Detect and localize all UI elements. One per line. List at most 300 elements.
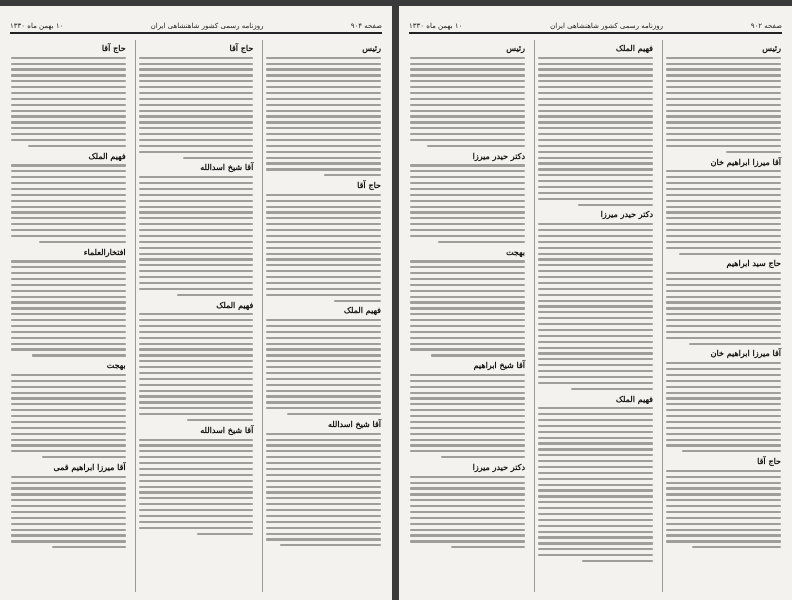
text-line [11,403,126,405]
text-line [11,139,126,141]
text-line [538,57,653,59]
text-line [139,182,254,184]
text-line [410,80,525,82]
text-line [11,374,126,376]
text-line [410,188,525,190]
speaker-heading: دکتر حیدر میرزا [600,209,653,220]
text-line [689,343,781,345]
text-line [11,433,126,435]
text-columns [407,40,784,592]
text-line [266,247,381,249]
text-line [666,386,781,388]
text-line [538,80,653,82]
text-line [538,288,653,290]
text-line [410,499,525,501]
issue-date: ۱۰ بهمن ماه ۱۳۳۰ [10,22,64,30]
text-line [266,217,381,219]
text-line [666,211,781,213]
text-line [32,354,126,356]
text-columns [8,40,384,592]
text-line [139,145,254,147]
speaker-heading: رئیس [506,43,525,53]
text-line [666,307,781,309]
text-line [11,68,126,70]
text-line [666,176,781,178]
text-line [410,272,525,274]
text-line [666,284,781,286]
text-line [410,133,525,135]
text-line [266,276,381,278]
text-line [11,529,126,531]
page-header [409,20,782,34]
text-line [11,482,126,484]
text-line [11,493,126,495]
text-line [666,403,781,405]
text-line [139,450,254,452]
text-line [410,57,525,59]
text-line [139,521,254,523]
text-line [410,217,525,219]
text-line [266,450,381,452]
text-line [666,415,781,417]
text-line [410,319,525,321]
text-line [139,151,254,153]
speaker-heading: آقا شیخ اسدالله [200,162,254,173]
text-line [571,388,653,390]
text-line [266,538,381,540]
text-line [679,253,781,255]
text-line [11,523,126,525]
text-line [538,323,653,325]
text-line [11,188,126,190]
text-line [538,186,653,188]
text-line [266,258,381,260]
text-line [666,188,781,190]
text-line [266,366,381,368]
text-line [266,110,381,112]
text-line [538,364,653,366]
text-line [410,409,525,411]
text-line [280,544,381,546]
text-line [139,384,254,386]
text-line [266,462,381,464]
text-line [139,354,254,356]
text-line [266,264,381,266]
text-line [666,529,781,531]
text-line [538,370,653,372]
text-line [139,509,254,511]
text-line [410,307,525,309]
speaker-heading: فهیم الملک [615,393,653,404]
text-line [666,409,781,411]
text-line [538,229,653,231]
text-line [666,301,781,303]
text-line [410,450,525,452]
text-line [266,444,381,446]
text-line [266,104,381,106]
text-line [538,335,653,337]
text-line [538,270,653,272]
text-line [666,476,781,478]
speaker-heading: دکتر حیدر میرزا [472,462,525,472]
text-line [538,300,653,302]
text-line [334,300,381,302]
text-line [139,282,254,284]
text-line [11,127,126,129]
text-line [682,450,781,452]
text-line [11,284,126,286]
speaker-heading: آقا شیخ ابراهیم [473,360,525,371]
text-line [666,499,781,501]
text-line [266,121,381,123]
text-line [11,319,126,321]
text-line [666,182,781,184]
text-line [139,360,254,362]
speaker-heading: آقا شیخ اسدالله [200,424,254,435]
text-line [11,386,126,388]
text-line [139,264,254,266]
text-line [266,63,381,65]
text-line [139,366,254,368]
text-line [538,460,653,462]
text-line [410,139,525,141]
text-line [427,145,525,147]
text-line [538,68,653,70]
text-line [183,157,253,159]
text-line [538,258,653,260]
text-line [410,104,525,106]
text-line [266,68,381,70]
text-line [11,540,126,542]
text-line [11,133,126,135]
text-line [11,217,126,219]
speaker-heading: بهجت [506,246,525,257]
text-line [266,533,381,535]
text-line [666,139,781,141]
text-line [266,194,381,196]
text-line [666,278,781,280]
text-line [538,174,653,176]
text-line [139,372,254,374]
text-line [139,176,254,178]
text-line [410,343,525,345]
text-line [538,282,653,284]
text-line [11,487,126,489]
text-line [666,296,781,298]
text-line [28,145,125,147]
text-line [410,68,525,70]
text-line [139,115,254,117]
text-line [410,386,525,388]
text-line [266,288,381,290]
text-line [410,110,525,112]
text-line [139,401,254,403]
text-line [266,503,381,505]
text-line [410,278,525,280]
text-line [410,380,525,382]
text-line [197,533,253,535]
text-line [139,313,254,315]
text-line [538,241,653,243]
text-line [538,317,653,319]
text-line [538,235,653,237]
text-line [410,517,525,519]
text-line [139,491,254,493]
text-line [139,325,254,327]
text-line [11,63,126,65]
text-line [538,139,653,141]
text-line [410,511,525,513]
text-line [666,517,781,519]
text-line [538,478,653,480]
text-line [139,407,254,409]
text-line [11,301,126,303]
speaker-heading: افتخارالعلماء [83,246,126,257]
text-line [11,415,126,417]
text-line [538,358,653,360]
text-line [11,121,126,123]
text-line [666,127,781,129]
text-column [662,40,784,592]
text-line [410,164,525,166]
text-line [266,521,381,523]
text-line [410,403,525,405]
text-line [538,294,653,296]
text-line [266,133,381,135]
text-line [666,272,781,274]
text-line [139,503,254,505]
text-column [534,40,656,592]
text-line [139,444,254,446]
text-line [538,223,653,225]
text-line [538,311,653,313]
text-line [666,241,781,243]
text-line [538,133,653,135]
text-line [11,421,126,423]
text-line [538,110,653,112]
text-line [666,421,781,423]
text-line [266,456,381,458]
text-line [11,296,126,298]
text-line [410,182,525,184]
text-line [410,534,525,536]
text-line [42,456,126,458]
text-line [666,427,781,429]
text-line [538,98,653,100]
text-line [139,462,254,464]
text-line [666,368,781,370]
text-line [538,151,653,153]
text-line [692,546,781,548]
text-line [410,74,525,76]
text-line [139,127,254,129]
text-line [11,235,126,237]
text-line [139,439,254,441]
speaker-heading: آقا میرزا ابراهیم خان [710,156,781,167]
text-line [266,270,381,272]
text-line [139,378,254,380]
text-line [266,331,381,333]
text-line [139,86,254,88]
text-line [410,211,525,213]
text-line [139,527,254,529]
text-line [538,542,653,544]
speaker-heading: فهیم الملک [615,43,653,53]
text-line [538,86,653,88]
text-line [139,217,254,219]
text-line [266,395,381,397]
text-line [11,272,126,274]
text-line [538,198,653,200]
text-line [410,98,525,100]
text-line [538,247,653,249]
text-line [139,348,254,350]
text-line [538,519,653,521]
text-line [538,192,653,194]
text-line [666,374,781,376]
text-line [11,80,126,82]
text-line [139,474,254,476]
text-line [139,211,254,213]
text-line [538,115,653,117]
text-line [11,505,126,507]
text-line [410,392,525,394]
text-line [139,206,254,208]
text-line [666,362,781,364]
text-line [11,392,126,394]
text-line [11,348,126,350]
text-line [266,127,381,129]
text-line [11,194,126,196]
speaker-heading: آقا میرزا ابراهیم خان [710,348,781,359]
text-line [538,554,653,556]
text-line [139,57,254,59]
text-line [139,253,254,255]
text-line [410,325,525,327]
text-line [139,456,254,458]
text-line [410,476,525,478]
text-line [139,98,254,100]
text-line [266,235,381,237]
text-line [11,427,126,429]
text-line [266,282,381,284]
text-line [410,313,525,315]
text-line [266,343,381,345]
text-line [538,121,653,123]
text-line [11,444,126,446]
text-line [538,513,653,515]
text-line [666,63,781,65]
text-line [666,145,781,147]
text-line [11,307,126,309]
text-line [538,425,653,427]
text-line [666,313,781,315]
text-line [538,168,653,170]
text-line [11,476,126,478]
text-line [666,523,781,525]
right-page [399,6,792,600]
text-line [266,480,381,482]
text-line [139,104,254,106]
text-line [266,515,381,517]
text-line [139,133,254,135]
text-line [11,110,126,112]
text-line [11,260,126,262]
text-line [139,276,254,278]
text-line [666,206,781,208]
text-line [410,284,525,286]
text-line [139,247,254,249]
text-line [11,92,126,94]
text-line [266,527,381,529]
text-line [410,337,525,339]
text-line [266,74,381,76]
text-line [666,397,781,399]
text-line [578,204,653,206]
text-line [410,260,525,262]
text-line [538,472,653,474]
text-line [538,536,653,538]
speaker-heading: فهیم الملک [88,150,126,161]
text-line [410,421,525,423]
text-line [410,266,525,268]
text-line [538,276,653,278]
text-line [666,493,781,495]
text-line [139,121,254,123]
text-line [266,139,381,141]
text-line [666,439,781,441]
text-line [266,390,381,392]
speaker-heading: فهیم الملک [343,305,381,316]
text-line [410,127,525,129]
text-line [139,258,254,260]
text-line [666,325,781,327]
text-line [666,57,781,59]
text-line [538,419,653,421]
text-line [139,229,254,231]
text-line [538,305,653,307]
text-column [135,40,257,592]
text-line [266,223,381,225]
text-line [538,180,653,182]
text-line [11,331,126,333]
text-line [266,509,381,511]
speaker-heading: حاج آقا [357,180,381,191]
text-line [139,319,254,321]
text-line [666,92,781,94]
text-line [538,63,653,65]
text-line [666,217,781,219]
text-line [666,68,781,70]
text-line [538,352,653,354]
text-line [666,380,781,382]
gazette-title: روزنامه رسمی کشور شاهنشاهی ایران [150,22,264,30]
text-line [410,493,525,495]
text-line [11,57,126,59]
gazette-title: روزنامه رسمی کشور شاهنشاهی ایران [550,22,663,30]
text-line [139,200,254,202]
text-line [266,162,381,164]
text-line [52,546,125,548]
text-line [11,278,126,280]
text-line [266,491,381,493]
text-line [11,223,126,225]
page-header [10,20,382,34]
text-line [11,290,126,292]
text-line [139,92,254,94]
text-line [11,409,126,411]
text-line [666,133,781,135]
